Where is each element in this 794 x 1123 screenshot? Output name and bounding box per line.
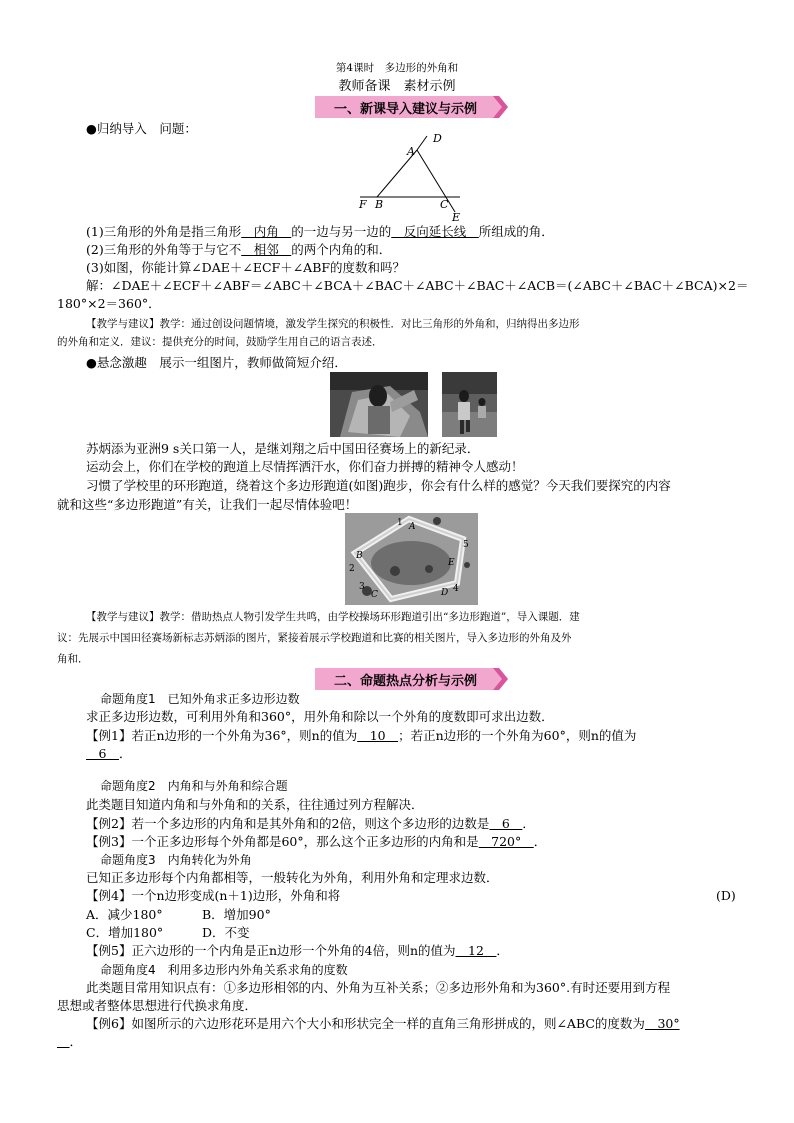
label-E: E xyxy=(452,211,461,222)
track-label-4: 4 xyxy=(453,584,459,594)
paragraph-3-line-1: 习惯了学校里的环形跑道，绕着这个多边形跑道(如图)跑步，你会有什么样的感觉？今天我们要探究的内容 xyxy=(86,478,671,493)
example-1: 【例1】若正n边形的一个外角为36°，则n的值为 10 ；若正n边形的一个外角为60°，则n的值为 xyxy=(86,728,637,743)
question-1: (1)三角形的外角是指三角形 内角 的一边与另一边的 反向延长线 所组成的角． xyxy=(86,224,554,239)
answer-blank: 30° xyxy=(644,1016,680,1031)
topic-4-desc-line-1: 此类题目常用知识点有：①多边形相邻的内、外角为互补关系；②多边形外角和为360°.有时还要用到方程 xyxy=(86,980,671,995)
advice-2-line-2: 议：先展示中国田径赛场新标志苏炳添的图片，紧接着展示学校跑道和比赛的相关图片，导入多边形的外角及外 xyxy=(57,632,572,644)
option-d: D．不变 xyxy=(202,925,250,940)
topic-2-desc: 此类题目知道内角和与外角和的关系，往往通过列方程解决． xyxy=(86,797,424,812)
section-title-2: 二、命题热点分析与示例 xyxy=(333,674,477,689)
triangle-figure xyxy=(355,130,470,222)
track-label-A: A xyxy=(409,522,416,532)
answer-blank: 6 xyxy=(489,816,523,831)
topic-3-desc: 已知正多边形每个内角都相等，一般转化为外角，利用外角和定理求边数． xyxy=(86,870,499,885)
label-C: C xyxy=(440,198,449,211)
photo-athlete-flag xyxy=(330,372,428,437)
topic-4-title: 命题角度4 利用多边形内外角关系求角的度数 xyxy=(100,963,348,977)
section-title-1: 一、新课导入建议与示例 xyxy=(333,102,477,117)
answer-blank: 内角 xyxy=(241,224,292,239)
track-label-3: 3 xyxy=(359,582,365,592)
advice-2-line-1: 【教学与建议】教学：借助热点人物引发学生共鸣，由学校操场环形跑道引出“多边形跑道”，导入课题．建 xyxy=(86,611,580,623)
advice-1-line-2: 的外角和定义．建议：提供充分的时间，鼓励学生用自己的语言表述． xyxy=(57,336,383,348)
option-a: A．减少180° xyxy=(86,907,163,922)
question-3: (3)如图，你能计算∠DAE＋∠ECF＋∠ABF的度数和吗？ xyxy=(86,260,406,275)
answer-blank: 720° xyxy=(478,834,534,849)
photo-race xyxy=(442,372,497,437)
topic-1-desc: 求正多边形边数，可利用外角和360°，用外角和除以一个外角的度数即可求出边数． xyxy=(86,709,554,724)
example-6: 【例6】如图所示的六边形花环是用六个大小和形状完全一样的直角三角形拼成的，则∠ABC的度数为 30° xyxy=(86,1016,680,1031)
track-label-D: D xyxy=(441,588,449,598)
option-c: C．增加180° xyxy=(86,925,164,940)
topic-4-desc-line-2: 思想或者整体思想进行代换求角度． xyxy=(57,998,258,1013)
section-banner-2 xyxy=(315,668,508,690)
advice-2-line-3: 角和． xyxy=(57,653,89,665)
answer-blank: 12 xyxy=(455,943,497,958)
example-4: 【例4】一个n边形变成(n＋1)边形，外角和将 xyxy=(86,888,341,903)
paragraph-2: 运动会上，你们在学校的跑道上尽情挥洒汗水，你们奋力拼搏的精神令人感动！ xyxy=(86,459,524,474)
answer-blank xyxy=(57,1034,70,1049)
answer-blank: 6 xyxy=(86,746,119,761)
advice-1-line-1: 【教学与建议】教学：通过创设问题情境，激发学生探究的积极性．对比三角形的外角和，归纳得出多边形 xyxy=(86,318,580,330)
answer-blank: 反向延长线 xyxy=(391,224,479,239)
topic-3-title: 命题角度3 内角转化为外角 xyxy=(100,853,252,867)
option-b: B．增加90° xyxy=(202,907,271,922)
paragraph-1: 苏炳添为亚洲9 s关口第一人，是继刘翔之后中国田径赛场上的新纪录． xyxy=(86,441,480,456)
solution-line-2: 180°×2＝360°． xyxy=(57,296,161,311)
question-2: (2)三角形的外角等于与它不 相邻 的两个内角的和． xyxy=(86,242,392,257)
bullet-induction: ●归纳导入 问题： xyxy=(86,121,197,136)
track-label-2: 2 xyxy=(349,564,355,574)
topic-2-title: 命题角度2 内角和与外角和综合题 xyxy=(100,779,288,793)
answer-blank: 相邻 xyxy=(241,242,292,257)
track-label-1: 1 xyxy=(397,518,403,528)
bullet-suspense: ●悬念激趣 展示一组图片，教师做简短介绍． xyxy=(86,355,347,370)
answer-blank: 10 xyxy=(357,728,399,743)
example-4-answer: (D) xyxy=(716,888,736,903)
track-label-C: C xyxy=(371,590,378,600)
label-D: D xyxy=(433,132,442,145)
example-6-cont: ． xyxy=(57,1033,82,1051)
example-3: 【例3】一个正多边形每个外角都是60°，那么这个正多边形的内角和是 720° ． xyxy=(86,834,547,849)
label-A: A xyxy=(407,145,415,158)
example-1-cont: 6 ． xyxy=(86,746,132,761)
example-5: 【例5】正六边形的一个内角是正n边形一个外角的4倍，则n的值为 12 ． xyxy=(86,943,509,958)
topic-1-title: 命题角度1 已知外角求正多边形边数 xyxy=(100,692,300,706)
paragraph-3-line-2: 就和这些“多边形跑道”有关，让我们一起尽情体验吧！ xyxy=(57,497,358,512)
track-label-B: B xyxy=(356,551,363,561)
track-label-5: 5 xyxy=(463,540,469,550)
lesson-subtitle: 教师备课 素材示例 xyxy=(338,79,456,94)
solution-line-1: 解：∠DAE＋∠ECF＋∠ABF＝∠ABC＋∠BCA＋∠BAC＋∠ABC＋∠BAC＋∠ACB＝(∠ABC＋∠BAC＋∠BCA)×2＝ xyxy=(86,278,749,293)
label-F: F xyxy=(359,198,367,211)
polygon-track-figure xyxy=(345,513,478,605)
example-2: 【例2】若一个多边形的内角和是其外角和的2倍，则这个多边形的边数是 6 ． xyxy=(86,816,535,831)
lesson-title: 第4课时 多边形的外角和 xyxy=(335,62,459,74)
label-B: B xyxy=(375,198,384,211)
section-banner-1 xyxy=(315,96,508,118)
track-label-E: E xyxy=(448,558,455,568)
